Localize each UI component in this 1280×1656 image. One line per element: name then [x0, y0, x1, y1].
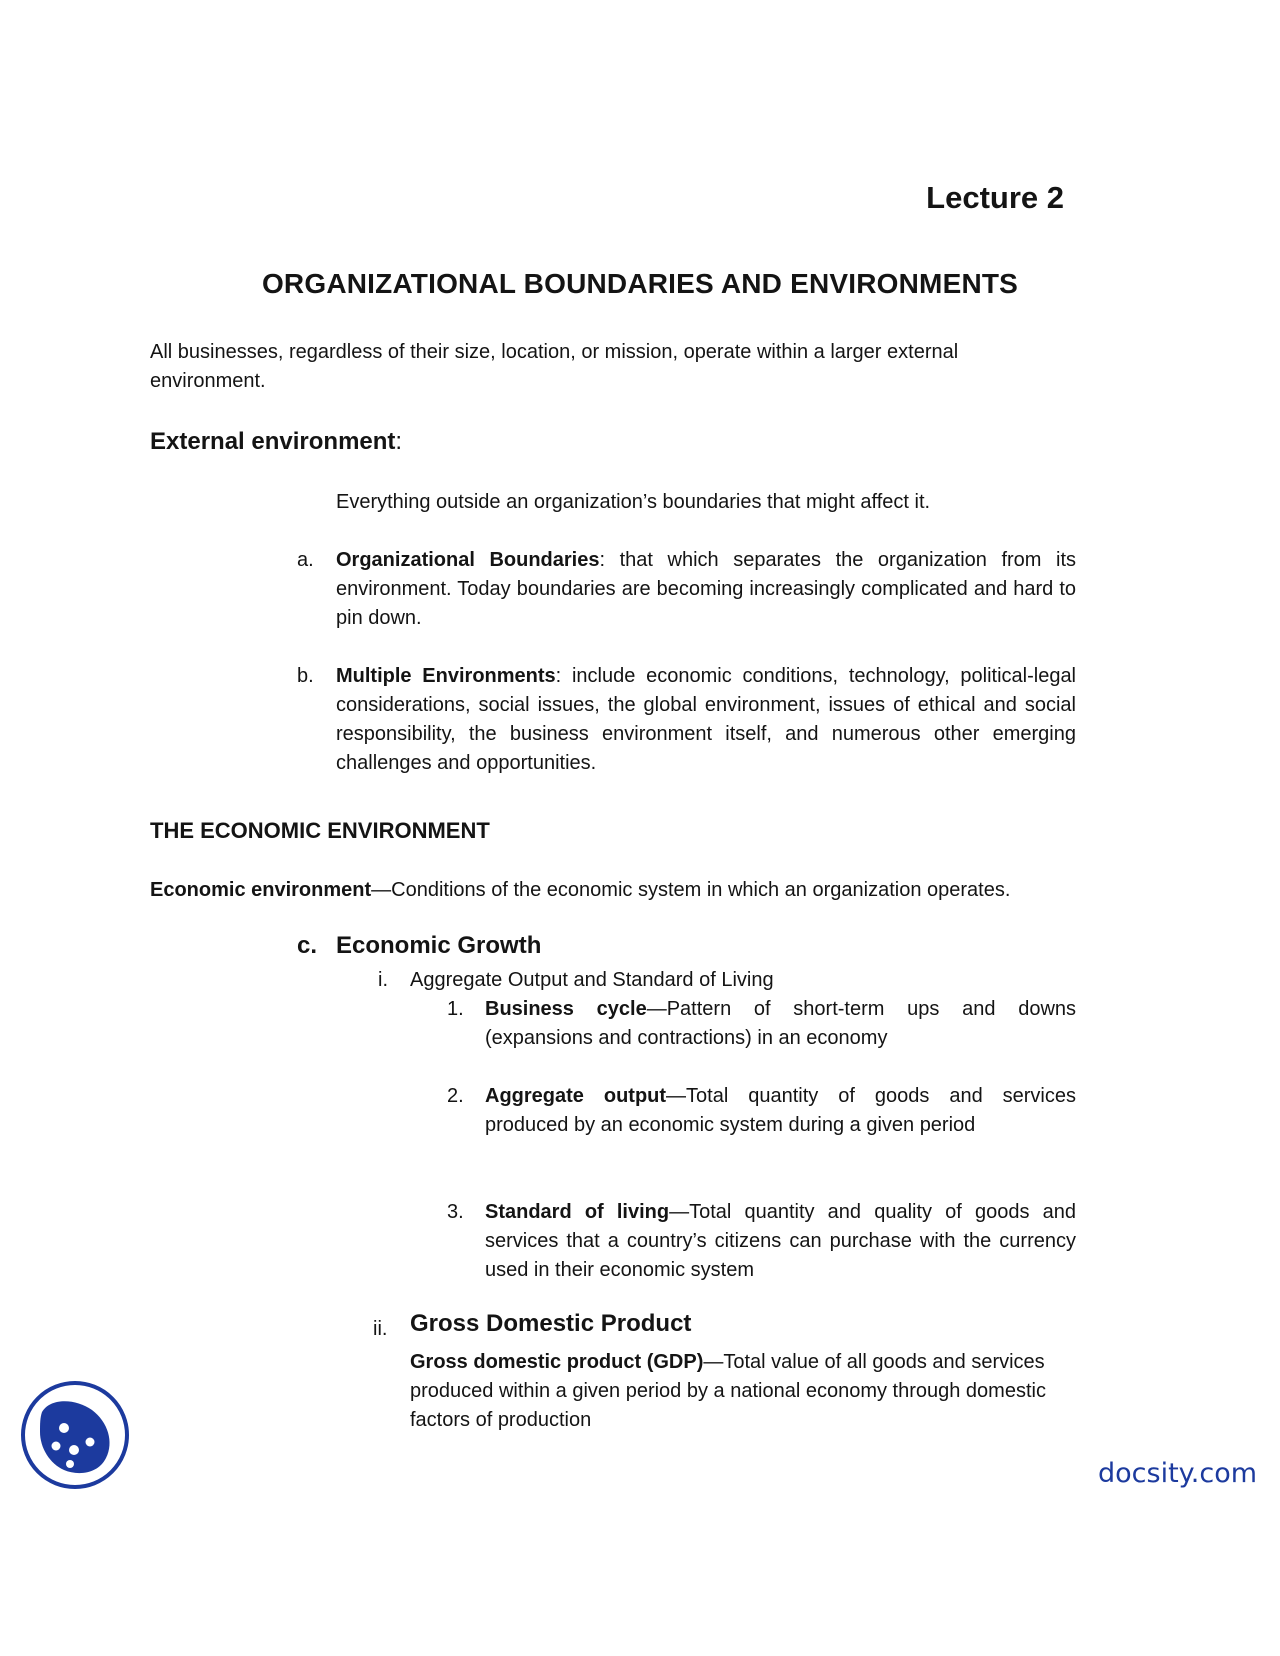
- term-multiple-environments: Multiple Environments: [336, 665, 556, 687]
- aggregate-output-subheading: Aggregate Output and Standard of Living: [410, 969, 774, 991]
- term-economic-environment: Economic environment: [150, 879, 372, 901]
- external-environment-heading: [150, 428, 402, 456]
- list-marker-c: c.: [297, 932, 318, 959]
- list-marker-1: 1.: [447, 998, 464, 1020]
- list-marker-b: b.: [297, 665, 314, 687]
- list-item-multiple-environments: [336, 662, 1076, 778]
- economic-environment-definition: [150, 876, 1090, 905]
- list-item-standard-of-living: [485, 1198, 1076, 1285]
- economic-environment-heading: THE ECONOMIC ENVIRONMENT: [150, 818, 490, 843]
- gdp-definition: [410, 1348, 1070, 1435]
- definition-standard-of-living: —Total quantity and quality of goods and services that a country’s citizens can purchase with the currency used in their economic system: [485, 1201, 1077, 1281]
- definition-business-cycle: —Pattern of short-term ups and downs (expansions and contractions) in an economy: [485, 998, 1077, 1049]
- list-marker-i: i.: [378, 969, 388, 991]
- gdp-heading: Gross Domestic Product: [410, 1310, 692, 1337]
- term-standard-of-living: Standard of living: [485, 1201, 670, 1223]
- docsity-logo-icon[interactable]: [20, 1380, 130, 1490]
- list-item-business-cycle: [485, 995, 1076, 1053]
- list-marker-ii: ii.: [373, 1318, 388, 1340]
- term-aggregate-output: Aggregate output: [485, 1085, 667, 1107]
- definition-aggregate-output: —Total quantity of goods and services produced by an economic system during a given period: [485, 1085, 1076, 1136]
- economic-growth-heading: Economic Growth: [336, 932, 542, 959]
- list-item-organizational-boundaries: [336, 546, 1076, 633]
- external-heading-colon: :: [395, 428, 403, 455]
- term-organizational-boundaries: Organizational Boundaries: [336, 549, 600, 571]
- intro-paragraph: All businesses, regardless of their size, location, or mission, operate within a larger external environment.: [150, 341, 959, 392]
- page-title: ORGANIZATIONAL BOUNDARIES AND ENVIRONMENTS: [261, 268, 1019, 299]
- list-marker-3: 3.: [447, 1201, 464, 1223]
- definition-multiple-environments: : include economic conditions, technology, political-legal considerations, social issues, the global environment, issues of ethical and social responsibility, the business environment itself, and numerous other emerging challenges and opportunities.: [336, 665, 1077, 774]
- list-marker-a: a.: [297, 549, 314, 571]
- term-business-cycle: Business cycle: [485, 998, 647, 1020]
- list-marker-2: 2.: [447, 1085, 464, 1107]
- lecture-number: Lecture 2: [926, 180, 1064, 215]
- definition-gdp: —Total value of all goods and services produced within a given period by a national economy through domestic factors of production: [410, 1351, 1046, 1431]
- external-heading-text: External environment: [150, 428, 396, 455]
- definition-organizational-boundaries: : that which separates the organization from its environment. Today boundaries are becoming increasingly complicated and hard to pin down.: [336, 549, 1077, 629]
- docsity-brand-link[interactable]: docsity.com: [1098, 1458, 1258, 1489]
- term-gdp: Gross domestic product (GDP): [410, 1351, 704, 1373]
- definition-economic-environment: —Conditions of the economic system in which an organization operates.: [371, 879, 1011, 901]
- list-item-aggregate-output: [485, 1082, 1076, 1140]
- external-definition: Everything outside an organization’s boundaries that might affect it.: [336, 491, 931, 513]
